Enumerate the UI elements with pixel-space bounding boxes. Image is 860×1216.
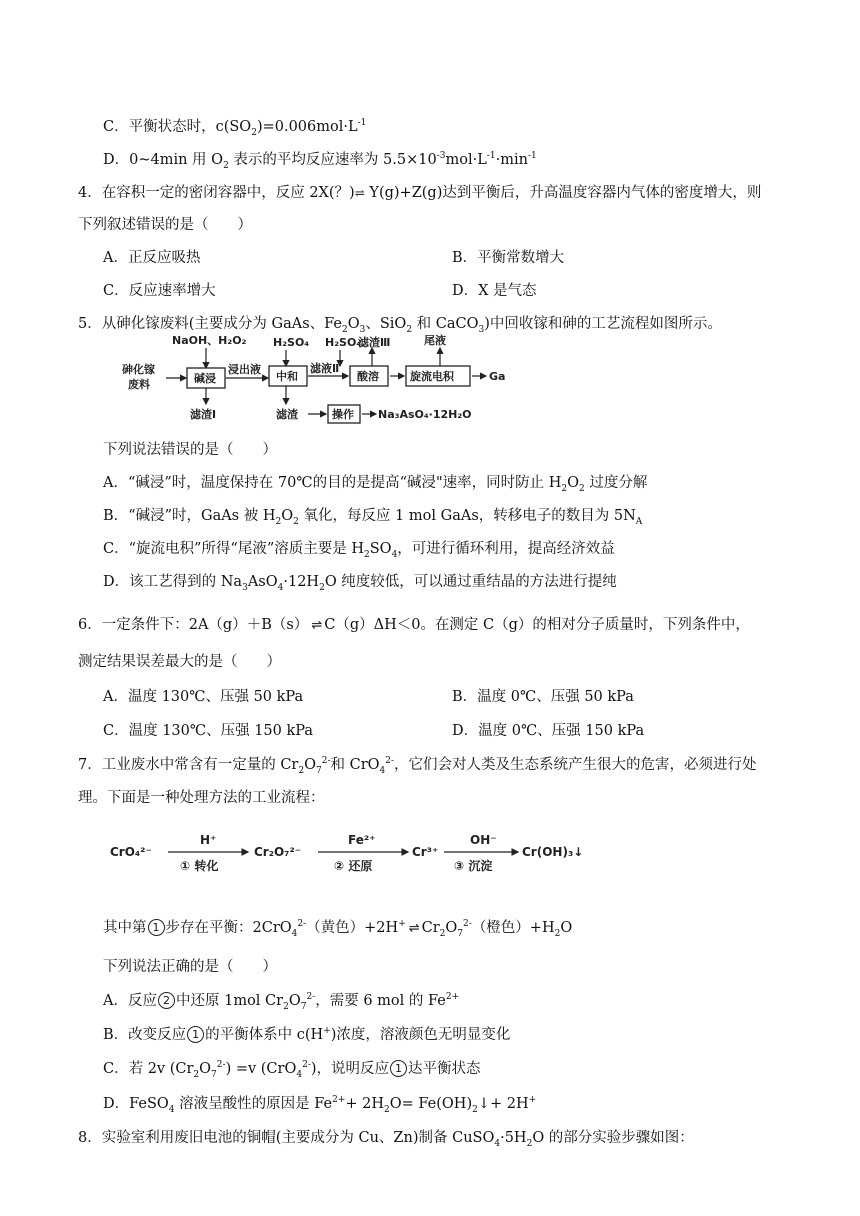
- q3-option-c: C．平衡状态时，$c(SO_2)=0.006mol\cdot L^{-1}$: [103, 118, 367, 138]
- q5-option-a: A．“碱浸”时，温度保持在 70℃的目的是提高“碱浸"速率，同时防止 $H_2O_2$ 过度分解: [103, 475, 648, 494]
- q7-option-a: A．反应 2 中还原 1mol $Cr_2O_7^{2-}$，需要 6 mol 的 $Fe^{2+}$: [103, 992, 460, 1012]
- q6-option-a: A．温度 130℃、压强 50 kPa: [103, 689, 304, 705]
- q6-option-c: C．温度 130℃、压强 150 kPa: [103, 723, 314, 739]
- q5-reagent-3: H₂SO₄: [325, 336, 362, 349]
- q5-reagent-2: H₂SO₄: [273, 336, 310, 349]
- q6-stem: 6．一定条件下：2A（g）＋B（s） ⇌ C（g）ΔH＜0。在测定 C（g）的相对分子质量时，下列条件中，: [78, 617, 750, 633]
- q5-reagent-1: NaOH、H₂O₂: [172, 334, 247, 347]
- q5-feed-label-2: 废料: [128, 378, 150, 391]
- q7-stem: 7．工业废水中常含有一定量的 $Cr_2O_7^{2-}$和 CrO$_4^{2-}$，它们会对人类及生态系统产生很大的危害，必须进行处: [78, 756, 757, 776]
- q5-residue-3: 滤渣Ⅲ: [358, 336, 391, 349]
- q7-option-d: D．FeSO$_4$ 溶液呈酸性的原因是 $Fe^{2+}+ 2H_2O=$ $Fe(OH)_2↓+ 2H^+$: [103, 1095, 537, 1115]
- q4-stem: 4．在容积一定的密闭容器中，反应 2X(？)⇌ Y(g)+Z(g)达到平衡后，升高温度容器内气体的密度增大，则: [78, 185, 762, 201]
- q7-flowchart: [108, 828, 608, 878]
- q5-product-salt: Na₃AsO₄·12H₂O: [378, 408, 472, 421]
- q7-species-1: CrO₄²⁻: [110, 845, 152, 859]
- q7-reagent-2: Fe²⁺: [348, 833, 376, 847]
- q5-option-b: B．“碱浸”时，GaAs 被 $H_2O_2$ 氧化，每反应 1 mol GaAs，转移电子的数目为 $5N_A$: [103, 508, 643, 527]
- q4-option-a: A．正反应吸热: [103, 250, 201, 266]
- q5-residue-1: 滤渣Ⅰ: [190, 408, 217, 421]
- q6-option-b: B．温度 0℃、压强 50 kPa: [452, 689, 634, 705]
- q5-stream-leachate: 浸出液: [228, 363, 261, 376]
- q5-option-c: C．“旋流电积”所得“尾液”溶质主要是 $H_2SO_4$，可进行循环利用，提高经济效益: [103, 541, 615, 560]
- q4-stem-cont: 下列叙述错误的是（ ）: [78, 217, 252, 233]
- q7-option-b: B．改变反应 1 的平衡体系中 c(H+)浓度，溶液颜色无明显变化: [103, 1026, 511, 1043]
- q6-stem-cont: 测定结果误差最大的是（ ）: [78, 654, 281, 670]
- q5-tail-liquid: 尾液: [424, 334, 446, 347]
- q7-species-2: Cr₂O₇²⁻: [254, 845, 302, 859]
- q6-option-d: D．温度 0℃、压强 150 kPa: [452, 723, 645, 739]
- q7-species-3: Cr³⁺: [412, 845, 439, 859]
- q5-ask: 下列说法错误的是（ ）: [103, 442, 277, 458]
- q8-stem: 8．实验室利用废旧电池的铜帽(主要成分为 Cu、Zn)制备 $CuSO_4\cdot 5H_2O$ 的部分实验步骤如图：: [78, 1130, 694, 1149]
- q7-step-2: ② 还原: [334, 859, 373, 873]
- q5-feed-label: 砷化镓: [122, 363, 155, 376]
- q7-equilibrium: 其中第 1 步存在平衡：2CrO$_4^{2-}$（黄色）+2H+ ⇌ $Cr_2O_7^{2-}$（橙色）$+H_2O$: [103, 919, 573, 939]
- q4-option-b: B．平衡常数增大: [452, 250, 565, 266]
- q5-box-operate: 操作: [332, 408, 354, 421]
- step-1-marker: 1: [187, 1026, 204, 1043]
- q5-stream-filtrate: 滤液Ⅱ: [310, 362, 340, 375]
- q7-step-3: ③ 沉淀: [454, 859, 493, 873]
- q7-option-c: C．若 2v $(Cr_2O_7^{2-}) =v$ (CrO$_4^{2-}$)，说明反应 1 达平衡状态: [103, 1060, 481, 1080]
- step-1-marker: 1: [390, 1060, 407, 1077]
- q7-ask: 下列说法正确的是（ ）: [103, 959, 277, 975]
- q5-option-d: D．该工艺得到的 $Na_3AsO_4\cdot 12H_2O$ 纯度较低，可以通过重结晶的方法进行提纯: [103, 574, 617, 593]
- q5-box-leach: 碱浸: [194, 372, 216, 385]
- q5-flowchart: [118, 328, 518, 432]
- q5-box-neutralize: 中和: [276, 370, 298, 383]
- q4-option-d: D．X 是气态: [452, 283, 537, 299]
- q7-reagent-1: H⁺: [200, 833, 217, 847]
- q5-box-acid: 酸溶: [357, 370, 379, 383]
- step-1-marker: 1: [148, 919, 165, 936]
- q7-step-1: ① 转化: [180, 859, 219, 873]
- q4-option-c: C．反应速率增大: [103, 283, 216, 299]
- q7-reagent-3: OH⁻: [470, 833, 497, 847]
- q5-stem: 5．从砷化镓废料(主要成分为 GaAs、$Fe_2O_3$、SiO$_2$ 和 CaCO$_3$)中回收镓和砷的工艺流程如图所示。: [78, 316, 722, 335]
- q5-box-electro: 旋流电积: [410, 370, 454, 383]
- q3-option-d: D．0~4min 用 $O_2$ 表示的平均反应速率为 $5.5\times 10^{-3}mol\cdot L^{-1}\cdot\min^{-1}$: [103, 151, 537, 171]
- step-2-marker: 2: [158, 992, 175, 1009]
- q7-stem-cont: 理。下面是一种处理方法的工业流程：: [78, 790, 325, 806]
- q5-residue-2: 滤渣: [276, 408, 298, 421]
- q5-product-ga: Ga: [489, 370, 506, 383]
- q7-species-4: Cr(OH)₃↓: [522, 845, 584, 859]
